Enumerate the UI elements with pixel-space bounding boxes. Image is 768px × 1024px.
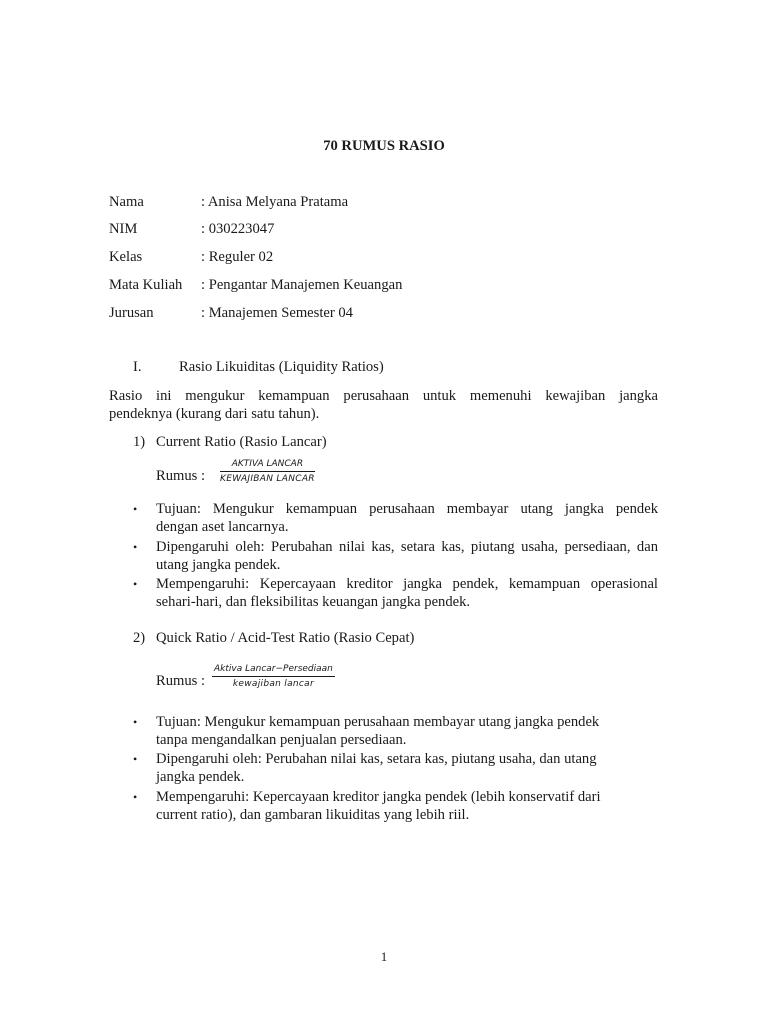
section-heading-text: Rasio Likuiditas (Liquidity Ratios) bbox=[179, 359, 384, 375]
bullet-line: Tujuan: Mengukur kemampuan perusahaan membayar utang jangka pendek bbox=[156, 714, 600, 730]
bullet-line: utang jangka pendek. bbox=[156, 557, 281, 573]
info-value: : Anisa Melyana Pratama bbox=[201, 194, 349, 210]
section-intro-paragraph bbox=[109, 387, 658, 423]
info-label: Jurusan bbox=[109, 305, 154, 321]
info-row-nama bbox=[109, 193, 669, 211]
info-value: : 030223047 bbox=[201, 221, 275, 237]
section-numeral: I. bbox=[133, 359, 142, 375]
info-row-mata-kuliah bbox=[109, 276, 669, 294]
bullet-line: Dipengaruhi oleh: Perubahan nilai kas, setara kas, piutang usaha, persediaan, dan bbox=[156, 539, 658, 555]
ratio-item-number: 1) bbox=[133, 434, 146, 450]
bullet-line: Mempengaruhi: Kepercayaan kreditor jangka pendek (lebih konservatif dari bbox=[156, 789, 601, 805]
ratio-item-name: Quick Ratio / Acid-Test Ratio (Rasio Cepat) bbox=[156, 630, 415, 646]
bullet-line: Mempengaruhi: Kepercayaan kreditor jangka pendek, kemampuan operasional bbox=[156, 576, 658, 592]
info-label: Mata Kuliah bbox=[109, 277, 183, 293]
formula-denominator: KEWAJIBAN LANCAR bbox=[220, 474, 315, 484]
paragraph-line: Rasio ini mengukur kemampuan perusahaan untuk memenuhi kewajiban jangka bbox=[109, 388, 658, 404]
bullet-icon: • bbox=[133, 540, 138, 554]
bullet-icon: • bbox=[133, 715, 138, 729]
ratio-item-number: 2) bbox=[133, 630, 146, 646]
formula-numerator: AKTIVA LANCAR bbox=[220, 459, 315, 472]
bullet-icon: • bbox=[133, 502, 138, 516]
bullet-icon: • bbox=[133, 790, 138, 804]
bullet-icon: • bbox=[133, 577, 138, 591]
ratio-formula bbox=[156, 459, 456, 493]
info-value: : Reguler 02 bbox=[201, 249, 274, 265]
document-title: 70 RUMUS RASIO bbox=[323, 138, 445, 154]
info-value: : Manajemen Semester 04 bbox=[201, 305, 353, 321]
paragraph-line: pendeknya (kurang dari satu tahun). bbox=[109, 406, 320, 422]
ratio-formula bbox=[156, 664, 456, 698]
info-label: Nama bbox=[109, 194, 144, 210]
bullet-icon: • bbox=[133, 752, 138, 766]
bullet-line: current ratio), dan gambaran likuiditas yang lebih riil. bbox=[156, 807, 470, 823]
ratio-item-name: Current Ratio (Rasio Lancar) bbox=[156, 434, 327, 450]
info-row-kelas bbox=[109, 248, 669, 266]
bullet-line: Dipengaruhi oleh: Perubahan nilai kas, setara kas, piutang usaha, dan utang bbox=[156, 751, 597, 767]
bullet-line: Tujuan: Mengukur kemampuan perusahaan membayar utang jangka pendek bbox=[156, 501, 658, 517]
formula-denominator: kewajiban lancar bbox=[232, 679, 314, 689]
info-row-jurusan bbox=[109, 304, 669, 322]
formula-label: Rumus : bbox=[156, 673, 206, 689]
bullet-line: dengan aset lancarnya. bbox=[156, 519, 289, 535]
info-row-nim bbox=[109, 220, 669, 238]
info-label: NIM bbox=[109, 221, 138, 237]
formula-fraction bbox=[220, 459, 315, 485]
bullet-line: sehari-hari, dan fleksibilitas keuangan jangka pendek. bbox=[156, 594, 471, 610]
formula-label: Rumus : bbox=[156, 468, 206, 484]
bullet-line: tanpa mengandalkan penjualan persediaan. bbox=[156, 732, 407, 748]
bullet-line: jangka pendek. bbox=[156, 769, 245, 785]
info-label: Kelas bbox=[109, 249, 143, 265]
formula-numerator: Aktiva Lancar−Persediaan bbox=[212, 664, 335, 677]
info-value: : Pengantar Manajemen Keuangan bbox=[201, 277, 403, 293]
formula-fraction bbox=[212, 664, 335, 690]
page-number: 1 bbox=[380, 949, 388, 964]
